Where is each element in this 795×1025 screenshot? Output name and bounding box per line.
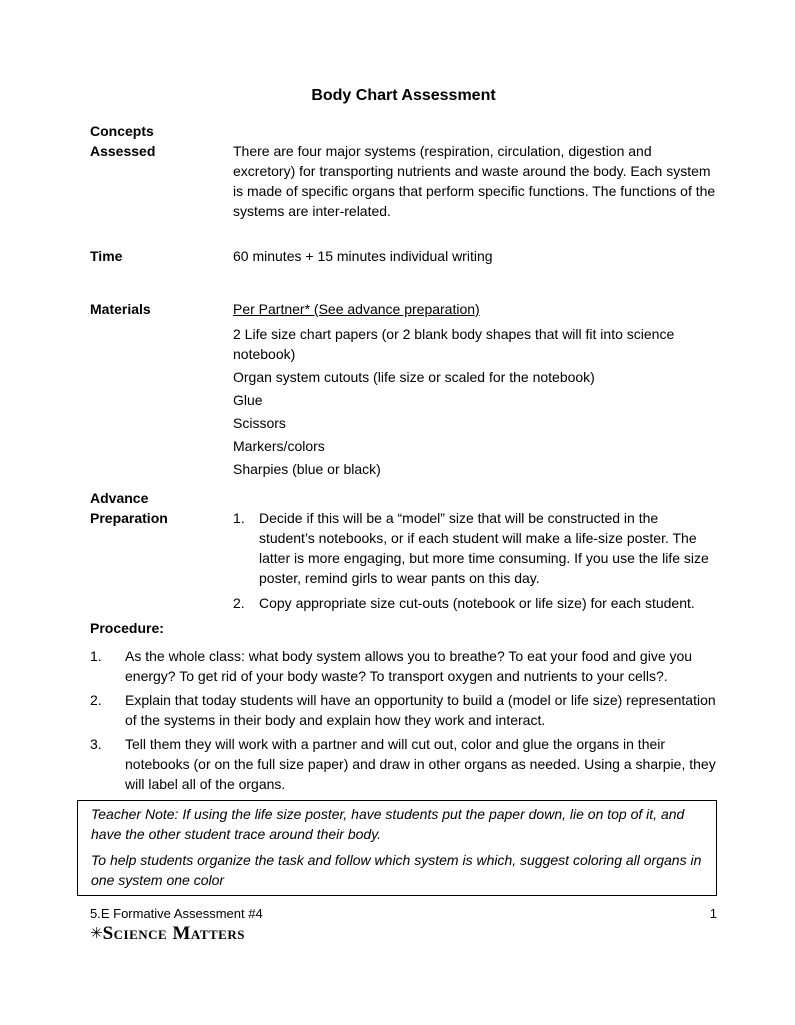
concepts-label-line2: Assessed: [90, 143, 156, 159]
teacher-note-box: [77, 800, 717, 896]
procedure-heading: Procedure:: [90, 620, 164, 636]
list-item-text: Copy appropriate size cut-outs (notebook or life size) for each student.: [259, 595, 695, 611]
section-time: [90, 246, 717, 266]
materials-label: Materials: [90, 301, 151, 317]
materials-content: [233, 299, 717, 482]
concepts-body-text: There are four major systems (respiration, circulation, digestion and excretory) for transporting nutrients and waste around the body. Each system is made of specific organs that perform specific functions. The functions of the systems are inter-related.: [233, 143, 716, 219]
materials-item: Sharpies (blue or black): [233, 461, 381, 477]
list-item-text: Explain that today students will have an opportunity to build a (model or life size) representation of the systems in their body and explain how they work and interact.: [125, 692, 716, 728]
concepts-assessed-label: [90, 121, 233, 221]
concepts-label-line1: Concepts: [90, 123, 154, 139]
advance-preparation-item: [233, 593, 717, 613]
list-item-number: 1.: [233, 510, 245, 526]
advance-preparation-label: [90, 488, 233, 618]
time-label: Time: [90, 248, 123, 264]
procedure-item: [90, 734, 717, 794]
advance-label-line2: Preparation: [90, 510, 168, 526]
list-item-text: Tell them they will work with a partner and will cut out, color and glue the organs in their notebooks (or on the full size paper) and draw in other organs as needed. Using a sharpie, they will label all of the organs.: [125, 736, 716, 792]
procedure-item: [90, 646, 717, 686]
list-item-number: 3.: [90, 736, 102, 752]
list-item-number: 1.: [90, 648, 102, 664]
asterisk-flower-icon: ✳: [90, 924, 103, 942]
materials-item: Scissors: [233, 415, 286, 431]
materials-item: Markers/colors: [233, 438, 325, 454]
advance-preparation-item: [233, 508, 717, 588]
materials-item: 2 Life size chart papers (or 2 blank body shapes that will fit into science notebook): [233, 326, 675, 362]
materials-item: Organ system cutouts (life size or scaled for the notebook): [233, 369, 595, 385]
science-matters-logo: [90, 923, 717, 944]
advance-label-line1: Advance: [90, 490, 149, 506]
page-footer: [90, 906, 717, 922]
advance-preparation-list: [233, 508, 717, 618]
page-title: Body Chart Assessment: [311, 87, 496, 104]
section-concepts-assessed: [90, 121, 717, 221]
procedure-item: [90, 690, 717, 730]
list-item-text: Decide if this will be a “model” size that will be constructed in the student’s notebooks, or if each student will make a life-size poster. The latter is more engaging, but more time consuming. If you use the life size poster, remind girls to wear pants on this day.: [259, 510, 709, 586]
list-item-number: 2.: [90, 692, 102, 708]
materials-item: Glue: [233, 392, 263, 408]
teacher-note-paragraph: To help students organize the task and follow which system is which, suggest coloring all organs in one system one color: [91, 852, 702, 888]
section-materials: [90, 299, 717, 482]
time-body-text: 60 minutes + 15 minutes individual writing: [233, 248, 493, 264]
section-advance-preparation: [90, 488, 717, 618]
teacher-note-paragraph: Teacher Note: If using the life size poster, have students put the paper down, lie on top of it, and have the other student trace around their body.: [91, 806, 685, 842]
logo-text: Science Matters: [102, 923, 245, 944]
page-number: 1: [709, 906, 717, 921]
list-item-text: As the whole class: what body system allows you to breathe? To eat your food and give you energy? To get rid of your body waste? To transport oxygen and nutrients to your cells?.: [125, 648, 693, 684]
list-item-number: 2.: [233, 595, 245, 611]
materials-heading: Per Partner* (See advance preparation): [233, 301, 480, 317]
footer-document-label: 5.E Formative Assessment #4: [90, 906, 263, 921]
